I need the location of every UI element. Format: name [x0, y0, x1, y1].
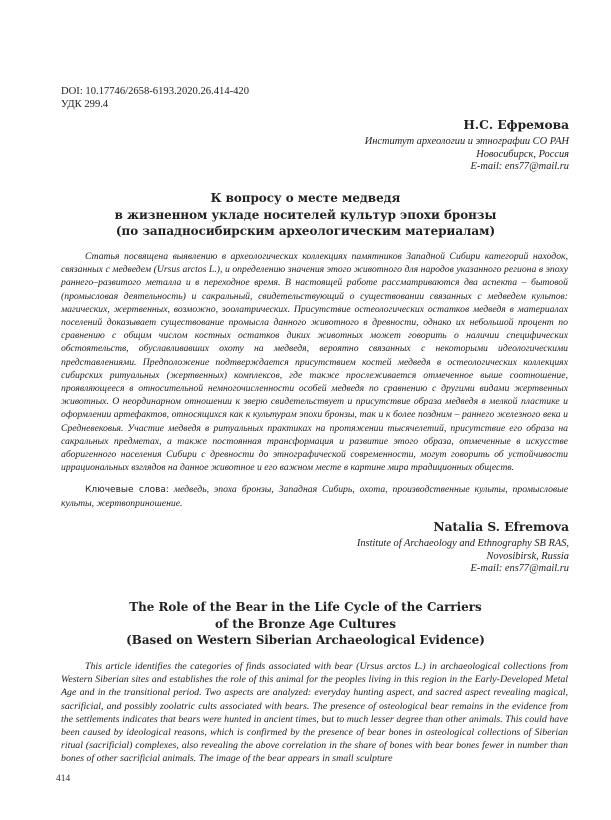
abstract-text-ru: Статья посвящена выявлению в археологических коллекциях памятников Западной Сибири категорий находок, связанных с медведем (Ursus arctos L.), и определению значения этого животного для народов указанного региона в эпоху раннего–развитого металла и в переходное время. В настоящей работе рассматриваются два аспекта – бытовой (промысловая деятельность) и сакральный, свидетельствующий о существовании связанных с медведем культов: магических, жертвенных, возможно, зоолатрических. Присутствие остеологических остатков медведя в материалах поселений доказывает существование промысла данного животного в древности, однако их небольшой процент по сравнению с общим числом костных остатков диких животных может говорить о наличии специфических обстоятельств, обуславливавших охоту на медведя, вероятно связанных с некоторыми идеологическими представлениями. Предположение подтверждается присутствием костей медведя в остеологических коллекциях сибирских ритуальных (жертвенных) комплексов, где также прослеживается отмеченное выше соотношение, проявляющееся в относительной немногочисленности особей медведя по сравнению с другими видами жертвенных животных. О неординарном отношении к зверю свидетельствует и присутствие образа медведя в мелкой пластике и оформлении артефактов, относящихся как к культурам эпохи бронзы, так и к более поздним – раннего железного века и Средневековья. Участие медведя в ритуальных практиках на протяжении тысячелетий, присутствие его образа на сакральных предметах, а также постоянная трансформация и развитие этого образа, отмеченные в искусстве аборигенного населения Сибири с древности до этнографической современности, могут говорить об устойчивости иррациональных взглядов на данное животное и его важном месте в картине мира традиционных обществ. — [61, 251, 568, 474]
doi[interactable]: DOI: 10.17746/2658-6193.2020.26.414-420 — [61, 86, 250, 97]
author-affiliation-en: Institute of Archaeology and Ethnography SB RAS, — [356, 538, 569, 549]
keywords-list: медведь, эпоха бронзы, Западная Сибирь, охота, производственные культы, промысловые культы, жертвоприношение. — [61, 484, 568, 510]
author-name-en: Natalia S. Efremova — [433, 520, 569, 534]
title-line: (по западносибирским археологическим материалам) — [115, 224, 496, 238]
author-name-ru: Н.С. Ефремова — [463, 118, 569, 132]
abstract-ru — [61, 250, 568, 474]
author-block-en — [357, 520, 569, 576]
article-meta — [61, 86, 249, 111]
udk-code: УДК 299.4 — [61, 98, 109, 110]
keywords-label: Ключевые слова: — [85, 485, 169, 495]
article-title-en — [42, 599, 569, 649]
title-line: of the Bronze Age Cultures — [215, 616, 396, 631]
page-number: 414 — [56, 774, 71, 784]
title-line: (Based on Western Siberian Archaeological Evidence) — [126, 633, 485, 647]
author-city-en: Novosibirsk, Russia — [486, 550, 569, 562]
abstract-text-en: This article identifies the categories of finds associated with bear (Ursus arctos L.) in archaeological collections from Western Siberian sites and establishes the role of this animal for the peoples living in this region in the Early-Developed Metal Age and in the transitional period. Two aspects are analyzed: everyday hunting aspect, and sacred aspect revealing magical, sacrificial, and possibly zoolatric cults associated with bears. The presence of osteological bear remains in the evidence from the settlements indicates that bears were hunted in ancient times, but to much lesser degree than other animals. This could have been caused by ideological reasons, which is confirmed by the presence of bear bones in osteological collections of Siberian ritual (sacrificial) complexes, also revealing the above correlation in the share of bones with bear bones fewer in number than bones of other sacrificial animals. The image of the bear appears in small sculpture — [61, 661, 568, 765]
author-email-en[interactable]: E-mail: ens77@mail.ru — [470, 563, 569, 575]
title-line: К вопросу о месте медведя — [210, 191, 401, 205]
abstract-en — [61, 660, 568, 766]
author-email-ru[interactable]: E-mail: ens77@mail.ru — [470, 161, 569, 173]
author-affiliation-ru: Институт археологии и этнографии СО РАН — [364, 136, 569, 147]
keywords-ru — [61, 483, 568, 510]
article-title-ru — [42, 190, 569, 240]
title-line: The Role of the Bear in the Life Cycle of the Carriers — [129, 600, 482, 614]
title-line: в жизненном укладе носителей культур эпохи бронзы — [114, 207, 497, 222]
author-block-ru — [365, 118, 569, 174]
author-city-ru: Новосибирск, Россия — [476, 148, 569, 160]
